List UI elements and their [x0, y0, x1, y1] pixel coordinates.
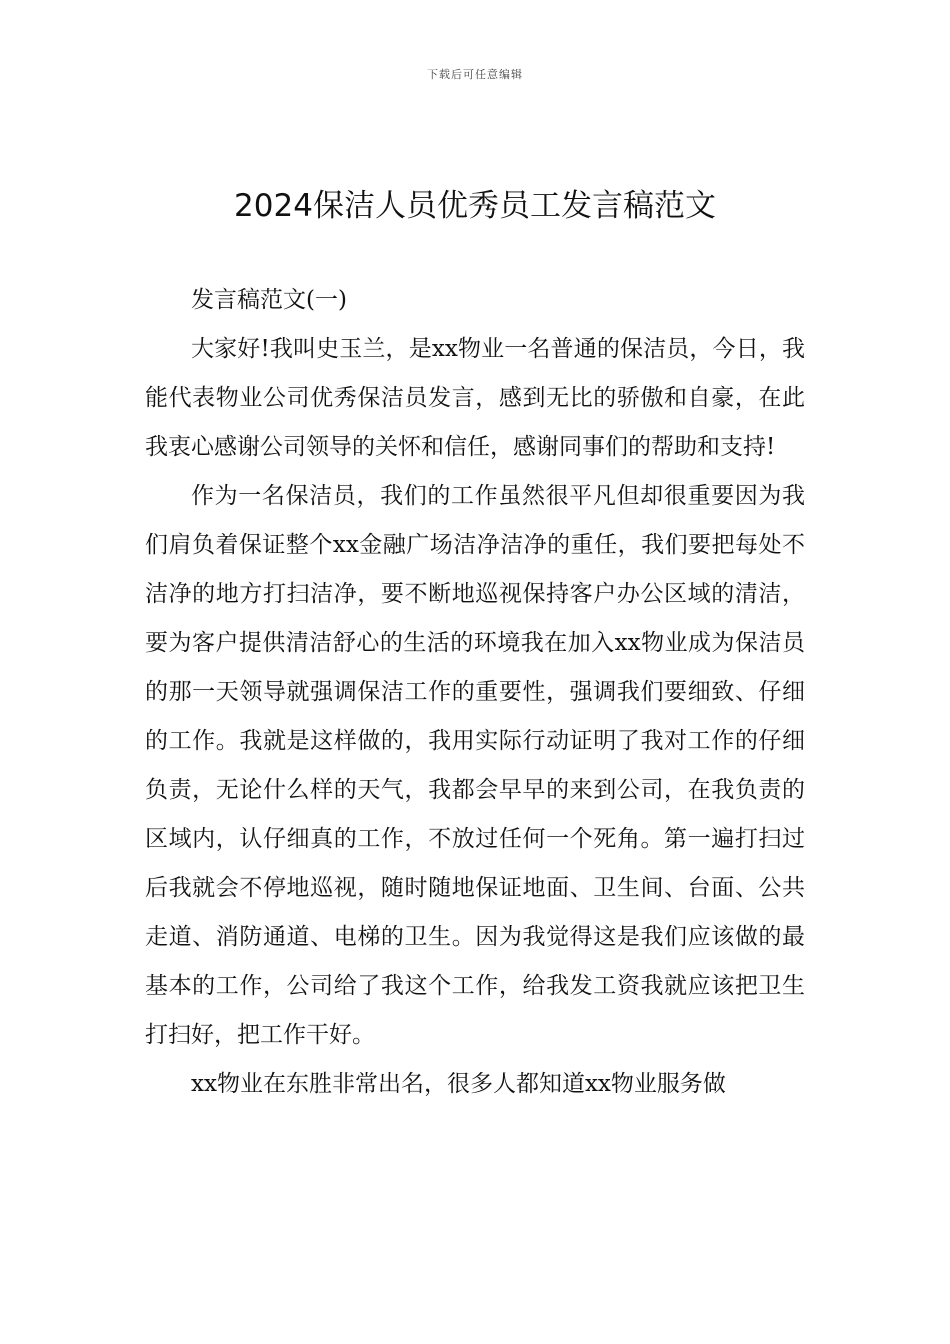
paragraph-company-reputation: xx物业在东胜非常出名，很多人都知道xx物业服务做 — [191, 1071, 726, 1097]
paragraph-work-duties: 作为一名保洁员，我们的工作虽然很平凡但却很重要因为我们肩负着保证整个xx金融广场洁净洁净的重任，我们要把每处不洁净的地方打扫洁净，要不断地巡视保持客户办公区域的清洁，要为客户提供清洁舒心的生活的环境我在加入xx物业成为保洁员的那一天领导就强调保洁工作的重要性，强调我们要细致、仔细的工作。我就是这样做的，我用实际行动证明了我对工作的仔细负责，无论什么样的天气，我都会早早的来到公司，在我负责的区域内，认仔细真的工作，不放过任何一个死角。第一遍打扫过后我就会不停地巡视，随时随地保证地面、卫生间、台面、公共走道、消防通道、电梯的卫生。因为我觉得这是我们应该做的最基本的工作，公司给了我这个工作，给我发工资我就应该把卫生打扫好，把工作干好。 — [145, 483, 805, 1048]
paragraph-section-heading: 发言稿范文(一) — [191, 287, 347, 313]
paragraph-greeting: 大家好!我叫史玉兰，是xx物业一名普通的保洁员，今日，我能代表物业公司优秀保洁员发言，感到无比的骄傲和自豪，在此我衷心感谢公司领导的关怀和信任，感谢同事们的帮助和支持! — [145, 336, 805, 460]
header-note: 下载后可任意编辑 — [427, 68, 523, 81]
document-title: 2024保洁人员优秀员工发言稿范文 — [234, 188, 716, 224]
document-body — [145, 276, 805, 1109]
